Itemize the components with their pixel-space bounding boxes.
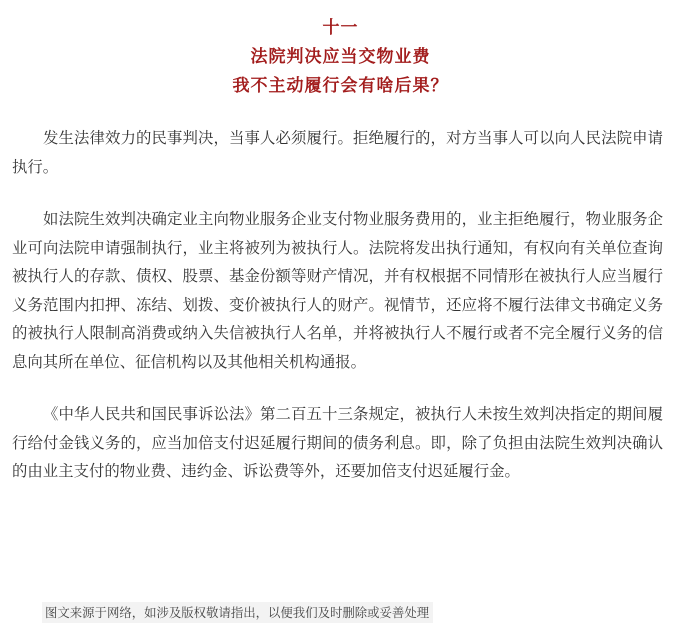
- paragraph-2: 如法院生效判决确定业主向物业服务企业支付物业服务费用的，业主拒绝履行，物业服务企业可向法院申请强制执行，业主将被列为被执行人。法院将发出执行通知，有权向有关单位查询被执行人的存款、债权、股票、基金份额等财产情况，并有权根据不同情形在被执行人应当履行义务范围内扣押、冻结、划拨、变价被执行人的财产。视情节，还应将不履行法律文书确定义务的被执行人限制高消费或纳入失信被执行人名单，并将被执行人不履行或者不完全履行义务的信息向其所在单位、征信机构以及其他相关机构通报。: [12, 210, 663, 371]
- paragraph-1: 发生法律效力的民事判决，当事人必须履行。拒绝履行的，对方当事人可以向人民法院申请执行。: [12, 129, 663, 176]
- section-number: 十一: [322, 18, 359, 38]
- section-header: [0, 14, 681, 101]
- paragraph-3: 《中华人民共和国民事诉讼法》第二百五十三条规定，被执行人未按生效判决指定的期间履行给付金钱义务的，应当加倍支付迟延履行期间的债务利息。即，除了负担由法院生效判决确认的由业主支付的物业费、违约金、诉讼费等外，还要加倍支付迟延履行金。: [12, 405, 663, 480]
- article-body: [0, 124, 681, 510]
- section-title-line-1: 法院判决应当交物业费: [250, 47, 431, 67]
- section-title-line-2: 我不主动履行会有啥后果？: [232, 76, 449, 96]
- copyright-notice: 图文来源于网络，如涉及版权敬请指出，以便我们及时删除或妥善处理: [42, 602, 433, 623]
